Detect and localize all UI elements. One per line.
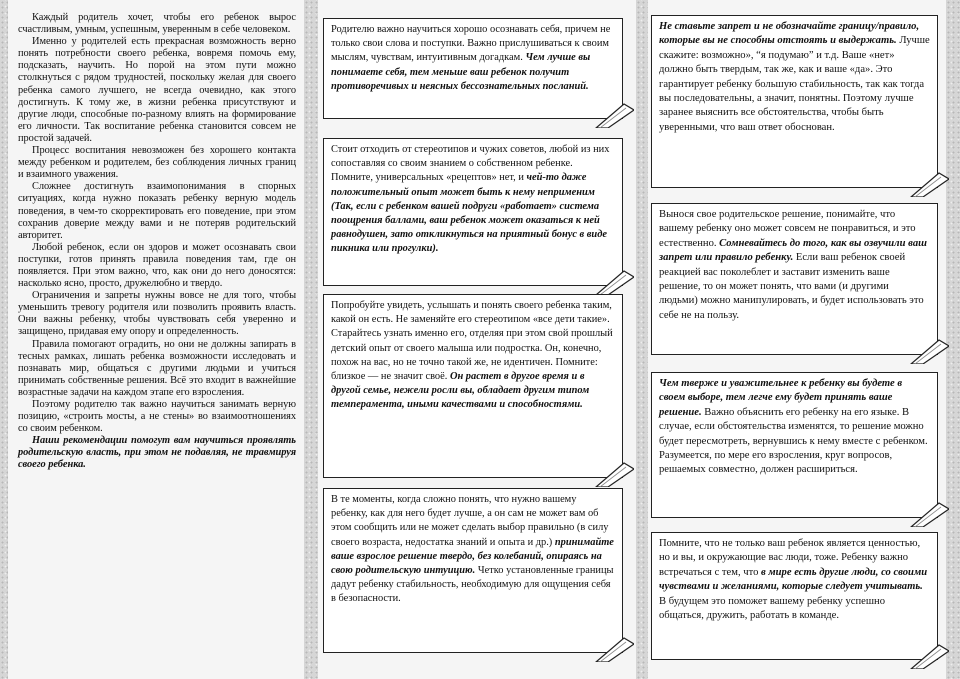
advice-emphasis: Он растет в другое время и в другой семье, нежели росли вы, обладает другим типом темперамента, иными качествами и способностями. xyxy=(331,371,590,411)
advice-plain-text: Важно объяснить его ребенку на его языке. В случае, если обстоятельства изменятся, то решение можно будет пересмотреть, вернувшись к нему вместе с ребенком. Разумеется, по мере его взросления, круг вопросов, решаемых совместно, должен расшириться. xyxy=(659,406,928,476)
advice-text xyxy=(659,377,930,478)
advice-card xyxy=(651,15,938,188)
intro-paragraph: Именно у родителей есть прекрасная возможность верно понять потребности своего ребенка, вовремя помочь ему, подсказать, научить. Но порой на этом пути можно столкнуться с рядом трудностей, поскольку желая для своего ребенка самого лучшего, не всегда очевидно, как этого достигнуть. К тому же, в жизни ребенка присутствуют и другие люди, способные по-разному влиять на формирование его личности. Так воспитание ребенка становится совсем не простой задачей. xyxy=(18,36,296,144)
page-curl-icon xyxy=(909,338,949,364)
intro-paragraph: Правила помогают оградить, но они не должны запирать в тесных рамках, лишать ребенка возможности исследовать и познавать мир, общаться с другими людьми и учиться принимать собственные решения. Всё это входит в важнейшие возрастные задачи на каждом этапе его взросления. xyxy=(18,338,296,398)
advice-emphasis: Сомневайтесь до того, как вы озвучили ваш запрет или правило ребенку. xyxy=(659,237,927,264)
page-curl-icon xyxy=(594,102,634,128)
advice-card xyxy=(651,372,938,518)
page-curl-icon xyxy=(909,643,949,669)
advice-plain-text: В те моменты, когда сложно понять, что нужно вашему ребенку, как для него будет лучше, а он сам не может вам об этом сообщить или не может сделать выбор правильно (в силу своего возраста, недостатка знаний и опыта и др.) xyxy=(331,494,609,548)
advice-plain-text: Четко установленные границы дадут ребенку стабильность, необходимую для ощущения себя в безопасности. xyxy=(331,565,614,605)
advice-text: Попробуйте увидеть, услышать и понять своего ребенка таким, какой он есть. Не заменяйте его стереотипом «все дети такие». xyxy=(331,300,612,326)
decorative-stripe-1 xyxy=(304,0,318,679)
intro-paragraph: Сложнее достигнуть взаимопонимания в спорных ситуациях, когда нужно показать ребенку верную модель поведения, в чем-то скорректировать его поведение, при этом сохранив доверие между вами и не потеряв родительский авторитет. xyxy=(18,181,296,241)
intro-paragraph: Любой ребенок, если он здоров и может осознавать свои поступки, готов принять правила поведения там, где он появляется. При этом важно, что, как они до него доносятся: насколько ясно, просто, дружелюбно и твердо. xyxy=(18,241,296,290)
page-curl-icon xyxy=(909,171,949,197)
intro-paragraph: Каждый родитель хочет, чтобы его ребенок вырос счастливым, умным, успешным, уверенным в себе человеком. xyxy=(18,12,296,36)
intro-paragraph: Процесс воспитания невозможен без хорошего контакта между ребенком и родителем, без соблюдения личных границ и взаимного уважения. xyxy=(18,145,296,181)
advice-text xyxy=(331,327,615,412)
advice-card xyxy=(651,532,938,660)
advice-emphasis: Чем лучше вы понимаете себя, тем меньше ваш ребенок получит противоречивых и неясных бессознательных посланий. xyxy=(331,52,591,92)
advice-plain-text: Стоит отходить от стереотипов и чужих советов, любой из них сопоставляя со своим знанием о собственном ребенке. Помните, универсальных «рецептов» нет, и xyxy=(331,144,610,184)
page-curl-icon xyxy=(909,501,949,527)
advice-card xyxy=(323,294,623,478)
intro-paragraph: Ограничения и запреты нужны вовсе не для того, чтобы уменьшить тревогу родителя или позволить проявить власть. Они важны ребенку, чтобы чувствовать себя уверенно и защищено, придавая ему опору и определенность. xyxy=(18,290,296,338)
page-curl-icon xyxy=(594,461,634,487)
advice-plain-text: Лучше скажите: возможно», “я подумаю” и т.д. Ваше «нет» должно быть твердым, так же, как и ваше «да». Это гарантирует ребенку большую стабильность, так как тогда вы последовательны, а значит, понятны. Поэтому лучше заранее выяснить все обстоятельства, чтобы быть уверенными, что ваш ответ обоснован. xyxy=(659,35,930,133)
advice-card xyxy=(323,18,623,119)
advice-plain-text: В будущем это поможет вашему ребенку успешно общаться, дружить, работать в команде. xyxy=(659,595,886,622)
decorative-stripe-2 xyxy=(636,0,648,679)
advice-emphasis: принимайте ваше взрослое решение твердо, без колебаний, опираясь на свою родительскую интуицию. xyxy=(331,536,614,577)
advice-emphasis: Не ставьте запрет и не обозначайте границу/правило, которые вы не способны отстоять и выдержать. xyxy=(659,21,920,47)
intro-closing: Наши рекомендации помогут вам научиться проявлять родительскую власть, при этом не подавляя, не травмируя своего ребенка. xyxy=(18,435,296,471)
advice-plain-text: Помните, что не только ваш ребенок является ценностью, но и вы, и окружающие вас люди, тоже. Ребенку важно встречаться с тем, что xyxy=(659,538,921,578)
advice-text xyxy=(659,537,930,623)
advice-card xyxy=(323,138,623,286)
advice-emphasis: чей-то даже положительный опыт может быть к нему неприменим (Так, если с ребенком вашей подруги «работает» система поощрения баллами, ваш ребенок может оказаться к ней равнодушен, зато откликнуться на приятный бонус в виде пикника или прогулки). xyxy=(331,172,607,255)
advice-text xyxy=(659,208,930,323)
advice-text xyxy=(659,20,930,135)
advice-plain-text: Родителю важно научиться хорошо осознавать себя, причем не только свои слова и поступки. Важно прислушиваться к своим мыслям, чувствам, интуитивным догадкам. xyxy=(331,24,611,64)
page-curl-icon xyxy=(594,269,634,295)
intro-column xyxy=(18,12,296,668)
advice-text xyxy=(331,143,615,257)
decorative-stripe-left xyxy=(0,0,8,679)
advice-plain-text: Старайтесь узнать именно его, отделяя при этом свой прошлый детский опыт от своего малыша или подростка. Он, конечно, похож на вас, но не точно такой же, не идентичен. Помните: близкое — не значит своё. xyxy=(331,328,613,383)
advice-text xyxy=(331,493,615,607)
advice-card xyxy=(651,203,938,355)
advice-plain-text: Вынося свое родительское решение, понимайте, что вашему ребенку оно может совсем не понравиться, и это естественно. xyxy=(659,209,916,249)
advice-emphasis: в мире есть другие люди, со своими чувствами и желаниями, которые следует учитывать. xyxy=(659,566,928,593)
advice-plain-text: Если ваш ребенок своей реакцией вас поколеблет и заставит изменить ваше решение, то он может понять, что вами (и другими людьми) можно манипулировать, и будет использовать это себе не на пользу. xyxy=(659,252,924,321)
advice-text xyxy=(331,23,615,94)
advice-card xyxy=(323,488,623,653)
advice-emphasis: Чем тверже и уважительнее к ребенку вы будете в своем выборе, тем легче ему будет принять ваше решение. xyxy=(659,378,903,418)
page-curl-icon xyxy=(594,636,634,662)
intro-paragraph: Поэтому родителю так важно научиться занимать верную позицию, «строить мосты, а не стены» во взаимоотношениях со своим ребенком. xyxy=(18,399,296,435)
